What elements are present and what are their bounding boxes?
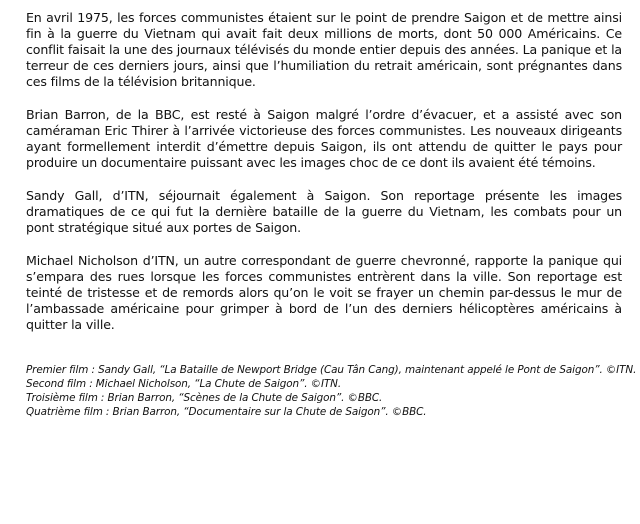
credit-text: Brian Barron, “Scènes de la Chute de Saigon”. ©BBC.	[104, 392, 383, 404]
credit-line-third-film	[26, 391, 622, 405]
film-credits	[26, 363, 637, 419]
credit-text: Michael Nicholson, “La Chute de Saigon”. ©ITN.	[92, 378, 342, 390]
document-page	[26, 10, 637, 419]
credit-line-first-film	[26, 363, 637, 377]
credit-line-second-film	[26, 377, 622, 391]
paragraph-michael-nicholson: Michael Nicholson d’ITN, un autre correspondant de guerre chevronné, rapporte la panique qui s’empara des rues lorsque les forces communistes entrèrent dans la ville. Son reportage est teinté de tristesse et de remords alors qu’on le voit se frayer un chemin par-dessus le mur de l’ambassade américaine pour grimper à bord de l’un des derniers hélicoptères américains à quitter la ville.	[26, 253, 622, 332]
paragraph-brian-barron: Brian Barron, de la BBC, est resté à Saigon malgré l’ordre d’évacuer, et a assisté avec son caméraman Eric Thirer à l’arrivée victorieuse des forces communistes. Les nouveaux dirigeants ayant formellement interdit d’émettre depuis Saigon, ils ont attendu de quitter le pays pour produire un documentaire puissant avec les images choc de ce dont ils avaient été témoins.	[26, 107, 622, 170]
credit-label: Premier film :	[26, 364, 95, 376]
credit-label: Troisième film :	[26, 392, 105, 404]
credit-label: Second film :	[26, 378, 93, 390]
credit-line-fourth-film	[26, 405, 622, 419]
paragraph-intro: En avril 1975, les forces communistes étaient sur le point de prendre Saigon et de mettre ainsi fin à la guerre du Vietnam qui avait fait deux millions de morts, dont 50 000 Américains. Ce conflit faisait la une des journaux télévisés du monde entier depuis des années. La panique et la terreur de ces derniers jours, ainsi que l’humiliation du retrait américain, sont prégnantes dans ces films de la télévision britannique.	[26, 10, 622, 89]
paragraph-sandy-gall: Sandy Gall, d’ITN, séjournait également à Saigon. Son reportage présente les images dramatiques de ce qui fut la dernière bataille de la guerre du Vietnam, les combats pour un pont stratégique situé aux portes de Saigon.	[26, 188, 622, 235]
article-body	[26, 10, 622, 333]
credit-text: Brian Barron, “Documentaire sur la Chute de Saigon”. ©BBC.	[109, 406, 427, 418]
credit-label: Quatrième film :	[26, 406, 110, 418]
credit-text: Sandy Gall, “La Bataille de Newport Bridge (Cau Tân Cang), maintenant appelé le Pont de Saigon”. ©ITN.	[94, 364, 637, 376]
